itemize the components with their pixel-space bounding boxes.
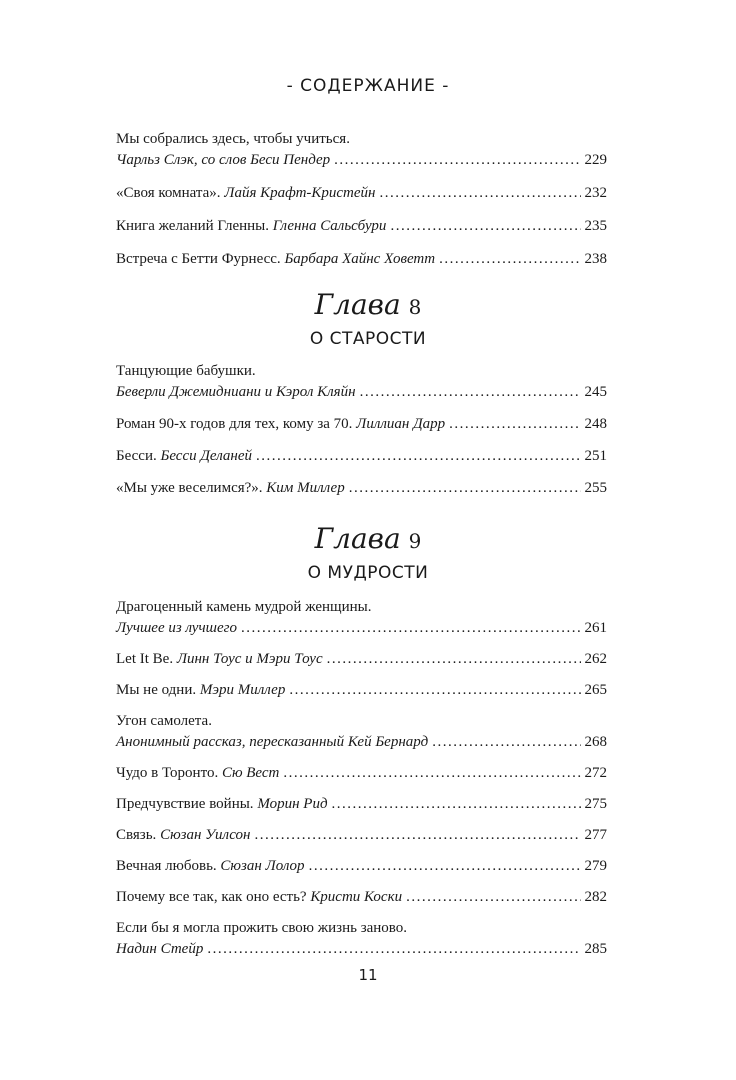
entry-text bbox=[116, 183, 375, 204]
entry-page: 282 bbox=[584, 889, 607, 905]
entry-text bbox=[116, 763, 279, 784]
toc-section-1 bbox=[116, 129, 607, 282]
entry-author: Надин Стейр bbox=[116, 941, 204, 957]
entry-text bbox=[116, 732, 428, 753]
dot-leader bbox=[255, 825, 581, 846]
toc-entry bbox=[116, 763, 607, 784]
toc-entry bbox=[116, 918, 607, 960]
entry-page: 248 bbox=[584, 416, 607, 432]
leader-line bbox=[116, 680, 607, 701]
entry-title: Связь. bbox=[116, 827, 157, 843]
dot-leader bbox=[332, 794, 581, 815]
leader-line bbox=[116, 183, 607, 204]
entry-title: Мы собрались здесь, чтобы учиться. bbox=[116, 131, 350, 147]
entry-page: 235 bbox=[584, 218, 607, 234]
entry-title: Роман 90-х годов для тех, кому за 70. bbox=[116, 416, 353, 432]
entry-title: Предчувствие войны. bbox=[116, 796, 254, 812]
entry-page: 238 bbox=[584, 251, 607, 267]
entry-text bbox=[116, 478, 345, 499]
toc-entry bbox=[116, 361, 607, 403]
page-header: - СОДЕРЖАНИЕ - bbox=[286, 76, 450, 96]
entry-title: Let It Be. bbox=[116, 651, 174, 667]
chapter-word: Глава bbox=[314, 288, 401, 321]
entry-text bbox=[116, 939, 203, 960]
chapter-title: О МУДРОСТИ bbox=[307, 563, 429, 583]
entry-title: Встреча с Бетти Фурнесс. bbox=[116, 251, 281, 267]
entry-text bbox=[116, 618, 237, 639]
chapter-number: 9 bbox=[408, 529, 422, 553]
dot-leader bbox=[406, 887, 580, 908]
entry-page: 285 bbox=[584, 941, 607, 957]
entry-title: Бесси. bbox=[116, 448, 157, 464]
entry-author: Лучшее из лучшего bbox=[116, 620, 237, 636]
dot-leader bbox=[241, 618, 581, 639]
entry-author: Бесси Деланей bbox=[160, 448, 253, 464]
dot-leader bbox=[439, 249, 580, 270]
toc-entry bbox=[116, 597, 607, 639]
dot-leader bbox=[283, 763, 580, 784]
chapter-label bbox=[0, 289, 736, 323]
chapter-number: 8 bbox=[408, 295, 422, 319]
entry-page: 232 bbox=[584, 185, 607, 201]
toc-entry bbox=[116, 183, 607, 204]
toc-entry bbox=[116, 478, 607, 499]
leader-line bbox=[116, 446, 607, 467]
chapter-label bbox=[0, 523, 736, 557]
entry-page: 255 bbox=[584, 480, 607, 496]
leader-line bbox=[116, 216, 607, 237]
entry-page: 268 bbox=[584, 734, 607, 750]
entry-title: Мы не одни. bbox=[116, 682, 197, 698]
dot-leader bbox=[289, 680, 580, 701]
toc-section-2 bbox=[116, 361, 607, 510]
leader-line bbox=[116, 939, 607, 960]
leader-line bbox=[116, 794, 607, 815]
entry-text bbox=[116, 680, 285, 701]
dot-leader bbox=[379, 183, 580, 204]
toc-entry bbox=[116, 414, 607, 435]
entry-text bbox=[116, 446, 252, 467]
dot-leader bbox=[309, 856, 581, 877]
entry-text bbox=[116, 150, 330, 171]
entry-author: Лайя Крафт-Кристейн bbox=[224, 185, 376, 201]
entry-author: Сюзан Лолор bbox=[220, 858, 305, 874]
dot-leader bbox=[207, 939, 580, 960]
toc-entry bbox=[116, 129, 607, 171]
entry-text bbox=[116, 216, 386, 237]
toc-entry bbox=[116, 216, 607, 237]
entry-page: 245 bbox=[584, 384, 607, 400]
leader-line bbox=[116, 618, 607, 639]
entry-page: 279 bbox=[584, 858, 607, 874]
leader-line bbox=[116, 478, 607, 499]
chapter-9-heading bbox=[0, 523, 736, 583]
entry-author: Барбара Хайнс Ховетт bbox=[284, 251, 436, 267]
leader-line bbox=[116, 825, 607, 846]
entry-author: Беверли Джемидниани и Кэрол Кляйн bbox=[116, 384, 356, 400]
entry-text bbox=[116, 249, 435, 270]
leader-line bbox=[116, 382, 607, 403]
leader-line bbox=[116, 150, 607, 171]
entry-page: 277 bbox=[584, 827, 607, 843]
toc-entry bbox=[116, 794, 607, 815]
toc-section-3 bbox=[116, 597, 607, 970]
toc-entry bbox=[116, 856, 607, 877]
leader-line bbox=[116, 732, 607, 753]
entry-page: 275 bbox=[584, 796, 607, 812]
chapter-word: Глава bbox=[314, 522, 401, 555]
entry-author: Лиллиан Дарр bbox=[356, 416, 446, 432]
entry-text bbox=[116, 382, 356, 403]
dot-leader bbox=[390, 216, 580, 237]
entry-author: Морин Рид bbox=[257, 796, 328, 812]
leader-line bbox=[116, 249, 607, 270]
entry-title: Чудо в Торонто. bbox=[116, 765, 219, 781]
entry-text bbox=[116, 887, 402, 908]
entry-page: 229 bbox=[584, 152, 607, 168]
leader-line bbox=[116, 649, 607, 670]
leader-line bbox=[116, 414, 607, 435]
dot-leader bbox=[360, 382, 581, 403]
toc-entry bbox=[116, 649, 607, 670]
entry-title: «Мы уже веселимся?». bbox=[116, 480, 263, 496]
dot-leader bbox=[449, 414, 580, 435]
chapter-title: О СТАРОСТИ bbox=[309, 329, 427, 349]
leader-line bbox=[116, 763, 607, 784]
entry-author: Линн Тоус и Мэри Тоус bbox=[176, 651, 323, 667]
toc-entry bbox=[116, 249, 607, 270]
entry-page: 251 bbox=[584, 448, 607, 464]
entry-title: Вечная любовь. bbox=[116, 858, 217, 874]
entry-text bbox=[116, 856, 305, 877]
dot-leader bbox=[349, 478, 581, 499]
dot-leader bbox=[432, 732, 580, 753]
entry-title: Почему все так, как оно есть? bbox=[116, 889, 307, 905]
entry-text bbox=[116, 825, 251, 846]
entry-author: Чарльз Слэк, со слов Беси Пендер bbox=[116, 152, 331, 168]
toc-entry bbox=[116, 446, 607, 467]
leader-line bbox=[116, 887, 607, 908]
entry-text bbox=[116, 414, 445, 435]
entry-author: Ким Миллер bbox=[266, 480, 345, 496]
entry-author: Мэри Миллер bbox=[199, 682, 286, 698]
entry-title: Книга желаний Гленны. bbox=[116, 218, 269, 234]
dot-leader bbox=[256, 446, 580, 467]
entry-author: Сю Вест bbox=[221, 765, 280, 781]
leader-line bbox=[116, 856, 607, 877]
entry-page: 265 bbox=[584, 682, 607, 698]
entry-title: «Своя комната». bbox=[116, 185, 221, 201]
entry-title: Драгоценный камень мудрой женщины. bbox=[116, 599, 372, 615]
entry-page: 262 bbox=[584, 651, 607, 667]
dot-leader bbox=[327, 649, 581, 670]
entry-author: Кристи Коски bbox=[310, 889, 403, 905]
toc-entry bbox=[116, 711, 607, 753]
entry-text bbox=[116, 794, 328, 815]
dot-leader bbox=[334, 150, 580, 171]
entry-title: Угон самолета. bbox=[116, 713, 212, 729]
page-number: 11 bbox=[358, 966, 378, 984]
entry-title: Танцующие бабушки. bbox=[116, 363, 256, 379]
entry-page: 272 bbox=[584, 765, 607, 781]
entry-author: Гленна Сальсбури bbox=[272, 218, 387, 234]
entry-title: Если бы я могла прожить свою жизнь заново. bbox=[116, 920, 408, 936]
chapter-8-heading bbox=[0, 289, 736, 349]
toc-entry bbox=[116, 887, 607, 908]
toc-entry bbox=[116, 680, 607, 701]
entry-text bbox=[116, 649, 323, 670]
toc-entry bbox=[116, 825, 607, 846]
entry-author: Сюзан Уилсон bbox=[160, 827, 251, 843]
entry-page: 261 bbox=[584, 620, 607, 636]
entry-author: Анонимный рассказ, пересказанный Кей Бернард bbox=[116, 734, 429, 750]
